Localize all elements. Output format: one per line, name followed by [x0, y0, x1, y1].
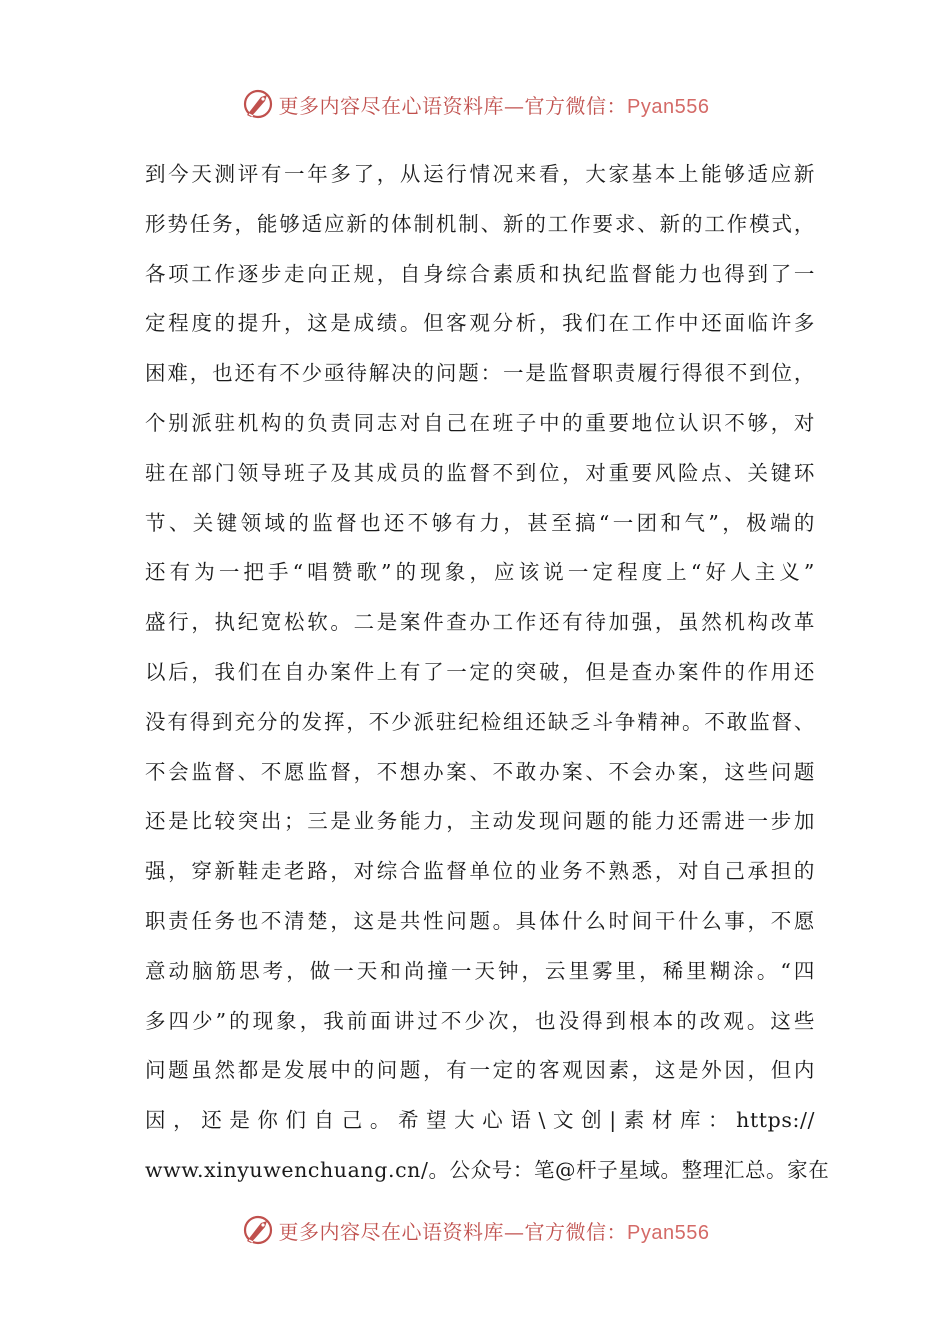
banner-wechat-id: Pyan556: [627, 1221, 710, 1244]
text-line: 不会监督、不愿监督，不想办案、不敢办案、不会办案，这些问题: [145, 759, 815, 784]
text-line: 以后，我们在自办案件上有了一定的突破，但是查办案件的作用还: [145, 659, 815, 684]
text-line: 到今天测评有一年多了，从运行情况来看，大家基本上能够适应新: [145, 162, 815, 186]
text-line: 盛行，执纪宽松软。二是案件查办工作还有待加强，虽然机构改革: [145, 610, 815, 635]
text-line: 没有得到充分的发挥，不少派驻纪检组还缺乏斗争精神。不敢监督、: [145, 709, 815, 734]
text-line: 各项工作逐步走向正规，自身综合素质和执纪监督能力也得到了一: [145, 261, 815, 286]
text-line: 节、关键领域的监督也还不够有力，甚至搞“一团和气”，极端的: [145, 510, 815, 535]
text-line: 职责任务也不清楚，这是共性问题。具体什么时间干什么事，不愿: [145, 908, 815, 933]
footer-banner: [0, 1210, 950, 1250]
text-line: 驻在部门领导班子及其成员的监督不到位，对重要风险点、关键环: [145, 460, 815, 485]
text-line: 困难，也还有不少亟待解决的问题：一是监督职责履行得很不到位，: [145, 361, 815, 386]
text-line: 强，穿新鞋走老路，对综合监督单位的业务不熟悉，对自己承担的: [145, 859, 815, 884]
text-line: 因，还是你们自己。希望大心语\文创|素材库：https://: [145, 1108, 815, 1133]
text-line: www.xinyuwenchuang.cn/。公众号：笔@杆子星域。整理汇总。家在: [145, 1157, 830, 1182]
text-line: 还是比较突出；三是业务能力，主动发现问题的能力还需进一步加: [145, 809, 815, 834]
header-banner: [0, 84, 950, 124]
document-body: [145, 150, 830, 1196]
text-line: 意动脑筋思考，做一天和尚撞一天钟，云里雾里，稀里糊涂。“四: [145, 958, 815, 983]
pen-nib-icon: [241, 87, 275, 121]
text-line: 多四少”的现象，我前面讲过不少次，也没得到根本的改观。这些: [145, 1008, 815, 1033]
text-line: 问题虽然都是发展中的问题，有一定的客观因素，这是外因，但内: [145, 1058, 815, 1083]
banner-wechat-id: Pyan556: [627, 95, 710, 118]
text-line: 定程度的提升，这是成绩。但客观分析，我们在工作中还面临许多: [145, 311, 815, 336]
banner-text: [279, 1216, 710, 1245]
text-line: 个别派驻机构的负责同志对自己在班子中的重要地位认识不够，对: [145, 410, 815, 435]
banner-label: 更多内容尽在心语资料库—官方微信：: [278, 93, 628, 118]
banner-text: [279, 90, 710, 119]
text-line: 还有为一把手“唱赞歌”的现象，应该说一定程度上“好人主义”: [145, 560, 815, 585]
text-line: 形势任务，能够适应新的体制机制、新的工作要求、新的工作模式，: [145, 211, 815, 236]
banner-label: 更多内容尽在心语资料库—官方微信：: [278, 1219, 628, 1244]
pen-nib-icon: [241, 1213, 275, 1247]
